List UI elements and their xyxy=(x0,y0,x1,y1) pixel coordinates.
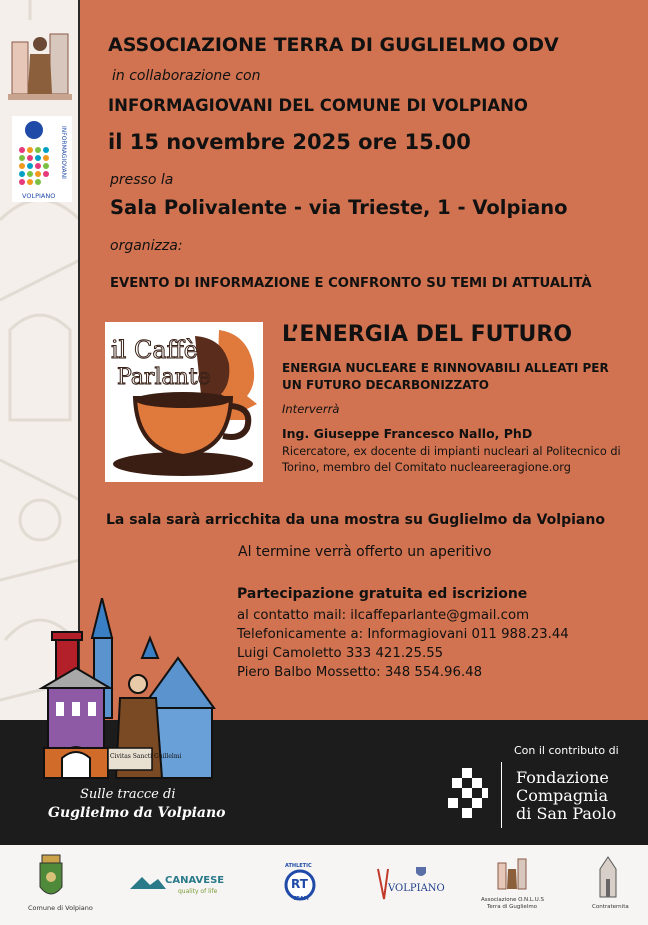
volpiano-text: VOLPIANO xyxy=(22,192,56,200)
contact-phone-mossetto: Piero Balbo Mossetto: 348 554.96.48 xyxy=(237,665,483,680)
caffe-logo-line2: Parlante xyxy=(117,365,211,390)
illustration-caption-1: Sulle tracce di xyxy=(80,787,176,802)
sponsor-divider xyxy=(501,762,502,828)
contribution-label: Con il contributo di xyxy=(514,744,619,757)
event-date: il 15 novembre 2025 ore 15.00 xyxy=(108,130,471,154)
canavese-tagline: quality of life xyxy=(178,888,218,895)
team-text: TEAM xyxy=(293,896,309,902)
assoc-onlus-label: Associazione O.N.L.U.S xyxy=(481,897,544,903)
interverra-label: Interverrà xyxy=(282,402,340,416)
collaboration-label: in collaborazione con xyxy=(112,68,261,84)
canavese-text: CANAVESE xyxy=(165,875,225,886)
fondazione-checker-icon xyxy=(448,768,488,824)
coffee-cup-icon xyxy=(107,324,261,480)
participation-title: Partecipazione gratuita ed iscrizione xyxy=(237,586,528,602)
aperitivo-note: Al termine verrà offerto un aperitivo xyxy=(238,544,492,560)
association-title: ASSOCIAZIONE TERRA DI GUGLIELMO ODV xyxy=(108,34,559,56)
illustration-caption-2: Guglielmo da Volpiano xyxy=(48,805,226,821)
confraternita-label: Contraternita xyxy=(592,904,629,910)
volpiano-logo-text: VOLPIANO xyxy=(388,883,445,894)
terra-label: Terra di Guglielmo xyxy=(487,904,538,910)
footer-logos xyxy=(0,845,648,925)
informagiovani-dots-icon xyxy=(12,116,72,202)
caffe-logo-line1: il Caffè xyxy=(111,336,198,364)
rt-text: RT xyxy=(291,877,308,891)
fondazione-line2: Compagnia xyxy=(516,786,609,805)
guglielmo-town-illustration xyxy=(38,598,218,788)
exhibition-note: La sala sarà arricchita da una mostra su Guglielmo da Volpiano xyxy=(106,512,605,528)
talk-subtitle: ENERGIA NUCLEARE E RINNOVABILI ALLEATI PER UN FUTURO DECARBONIZZATO xyxy=(282,361,609,392)
terra-guglielmo-small-logo-icon xyxy=(496,857,528,891)
contact-email: al contatto mail: ilcaffeparlante@gmail.com xyxy=(237,608,530,623)
fondazione-line3: di San Paolo xyxy=(516,804,617,823)
venue: Sala Polivalente - via Trieste, 1 - Volpiano xyxy=(110,196,568,219)
contact-phone-informagiovani: Telefonicamente a: Informagiovani 011 988.23.44 xyxy=(237,627,569,642)
organizza-label: organizza: xyxy=(110,238,183,254)
athletic-text: ATHLETIC xyxy=(285,863,312,869)
informagiovani-logo xyxy=(12,116,72,202)
confraternita-icon xyxy=(594,855,622,899)
canavese-mountains-icon xyxy=(130,873,166,891)
comune-label: Comune di Volpiano xyxy=(28,904,93,912)
contact-phone-camoletto: Luigi Camoletto 333 421.25.55 xyxy=(237,646,444,661)
speaker-name: Ing. Giuseppe Francesco Nallo, PhD xyxy=(282,426,533,441)
comune-volpiano-crest-icon xyxy=(34,853,68,905)
presso-label: presso la xyxy=(110,172,174,188)
small-crest-icon xyxy=(414,865,428,879)
illustration-sign-text: Civitas Sancti Guillelmi xyxy=(110,753,182,760)
informagiovani-vertical-text: INFORMAGIOVANI xyxy=(60,126,67,179)
talk-title: L’ENERGIA DEL FUTURO xyxy=(282,322,573,347)
speaker-bio: Ricercatore, ex docente di impianti nucleari al Politecnico di Torino, membro del Comitato nucleareeragione.org xyxy=(282,445,621,474)
caffe-parlante-logo xyxy=(105,322,263,482)
fondazione-line1: Fondazione xyxy=(516,768,609,787)
informagiovani-title: INFORMAGIOVANI DEL COMUNE DI VOLPIANO xyxy=(108,96,528,115)
terra-di-guglielmo-logo xyxy=(8,28,72,102)
event-type: EVENTO DI INFORMAZIONE E CONFRONTO SU TEMI DI ATTUALITÀ xyxy=(110,276,592,291)
